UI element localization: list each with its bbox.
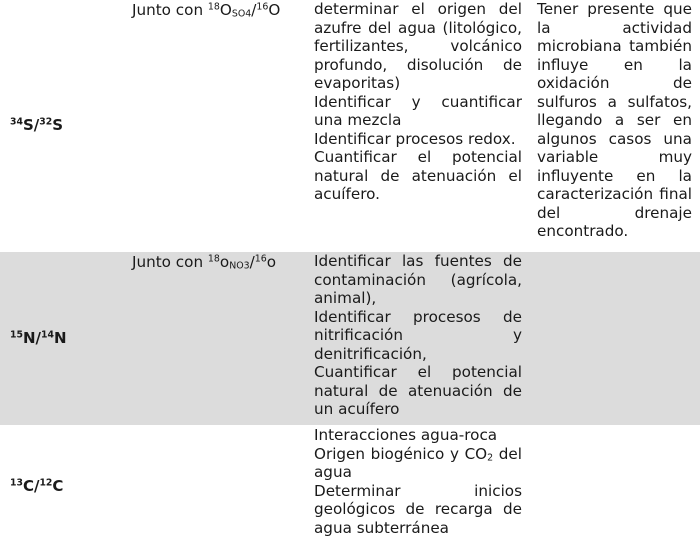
use-item: Determinar inicios geológicos de recarga de agua subterránea [314, 482, 522, 538]
combined-with-carbon [122, 426, 308, 547]
notes-carbon [530, 426, 700, 547]
table-row-carbon [0, 426, 700, 547]
isotope-ratio-carbon: $^{13}$C/$^{12}$C [0, 426, 122, 547]
use-item: determinar el origen del azufre del agua (litológico, fertilizantes, volcánico profundo, disolución de evaporitas) [314, 0, 522, 93]
combined-with-sulfur: Junto con $^{18}O_{SO4}/^{16}O$ [122, 0, 308, 252]
isotope-ratio-sulfur: $^{34}$S/$^{32}$S [0, 0, 122, 252]
combined-with-nitrogen: Junto con $^{18}o_{NO3}/^{16}o$ [122, 252, 308, 426]
notes-nitrogen [530, 252, 700, 426]
isotope-ratio-nitrogen: $^{15}$N/$^{14}$N [0, 252, 122, 426]
table-row-sulfur [0, 0, 700, 252]
uses-nitrogen [308, 252, 530, 426]
use-item: Identificar procesos de nitrificación y denitrificación, [314, 308, 522, 364]
use-item: Identificar las fuentes de contaminación (agrícola, animal), [314, 252, 522, 308]
use-item: Interacciones agua-roca [314, 426, 522, 445]
use-item: Identificar y cuantificar una mezcla [314, 93, 522, 130]
use-item: Cuantificar el potencial natural de atenuación de un acuífero [314, 363, 522, 419]
use-item: Cuantificar el potencial natural de atenuación el acuífero. [314, 148, 522, 204]
uses-carbon [308, 426, 530, 547]
table-row-nitrogen [0, 252, 700, 426]
notes-sulfur: Tener presente que la actividad microbiana también influye en la oxidación de sulfuros a sulfatos, llegando a ser en algunos casos una variable muy influyente en la caracterización final del drenaje encontrado. [530, 0, 700, 252]
use-item-co2: Origen biogénico y $CO_2$ del agua [314, 445, 522, 482]
use-item: Identificar procesos redox. [314, 130, 522, 149]
uses-sulfur [308, 0, 530, 252]
